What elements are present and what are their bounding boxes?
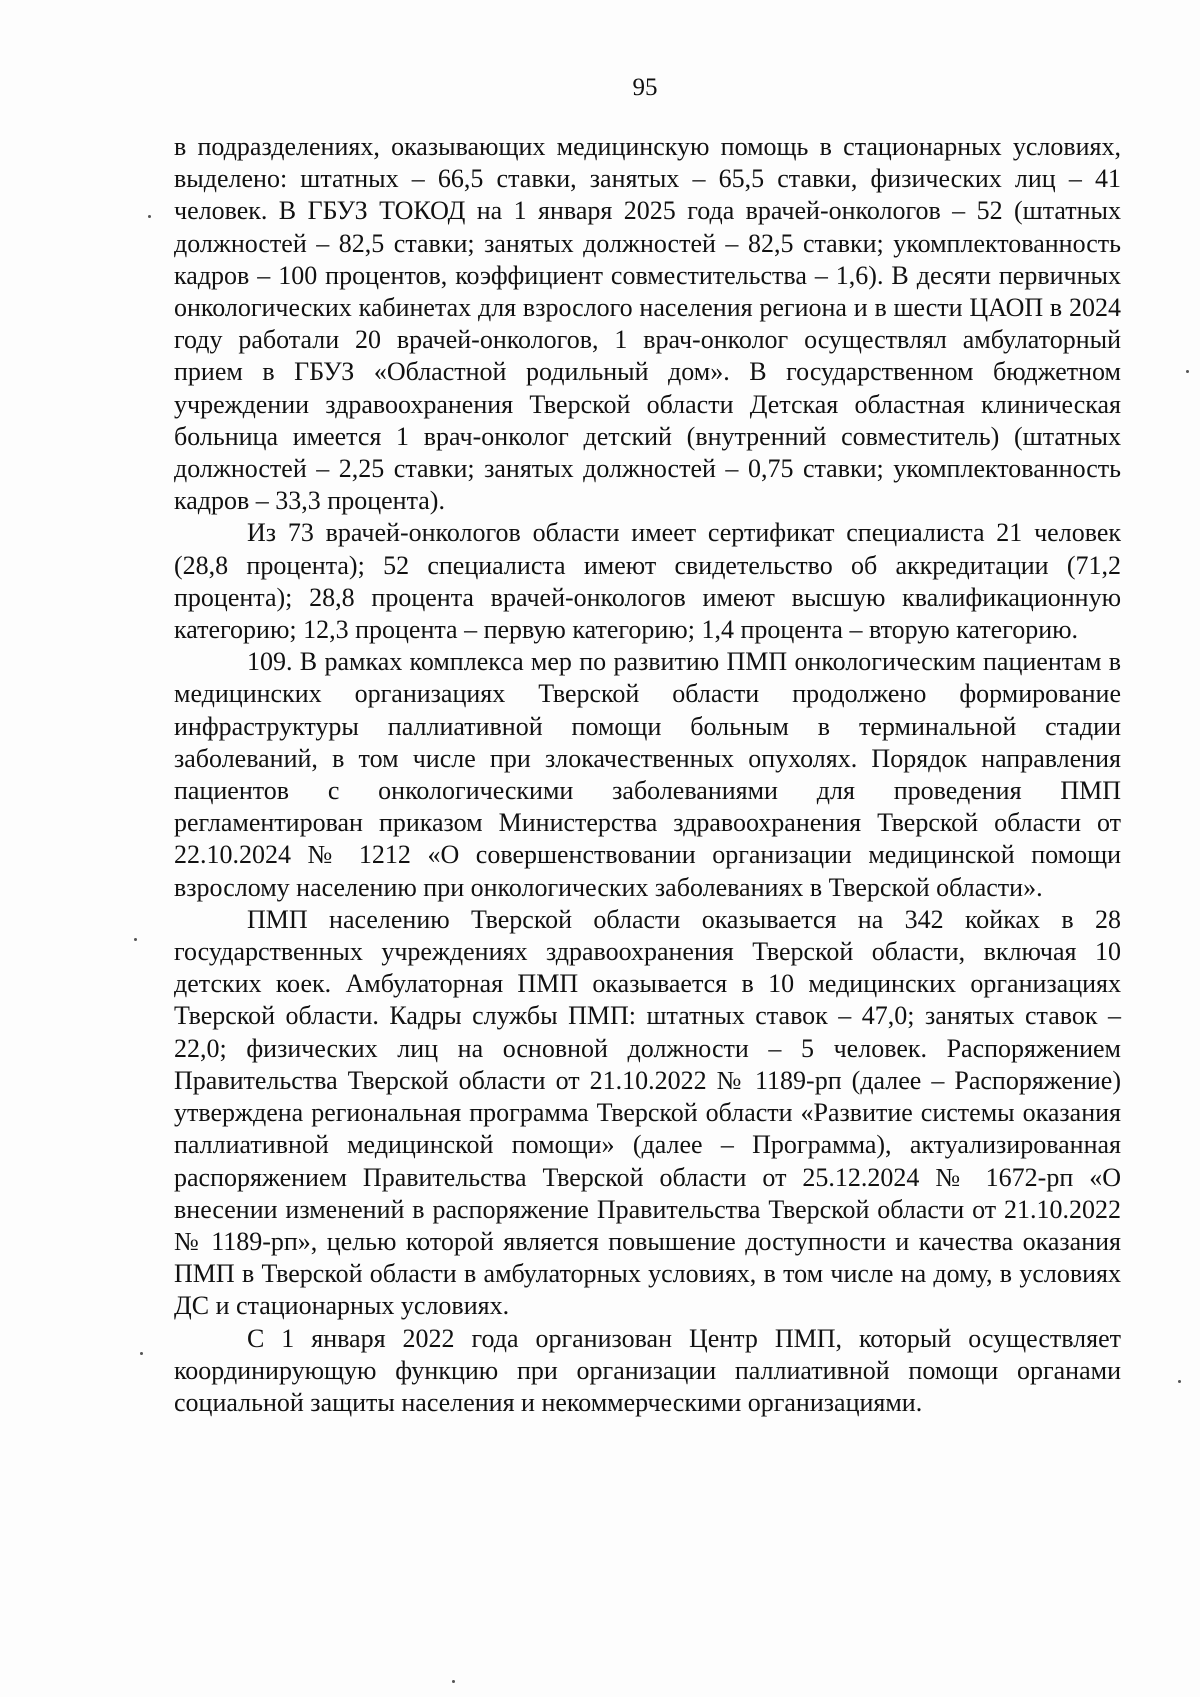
page-number: 95 [632, 74, 658, 101]
paragraph-2: Из 73 врачей-онкологов области имеет сертификат специалиста 21 человек (28,8 процента); 52 специалиста имеют свидетельство об аккредитации (71,2 процента); 28,8 процента врачей-онкологов имеют высшую квалификационную категорию; 12,3 процента – первую категорию; 1,4 процента – вторую категорию. [174, 518, 1121, 645]
scan-speck [1186, 370, 1189, 373]
paragraph-5: С 1 января 2022 года организован Центр ПМП, который осуществляет координирующую функцию при организации паллиативной помощи органами социальной защиты населения и некоммерческими организациями. [174, 1323, 1121, 1417]
scan-speck [1178, 1380, 1181, 1383]
scan-speck [452, 1680, 455, 1683]
paragraph-3: 109. В рамках комплекса мер по развитию ПМП онкологическим пациентам в медицинских организациях Тверской области продолжено формирование инфраструктуры паллиативной помощи больным в терминальной стадии заболеваний, в том числе при злокачественных опухолях. Порядок направления пациентов с онкологическими заболеваниями для проведения ПМП регламентирован приказом Министерства здравоохранения Тверской области от 22.10.2024 № 1212 «О совершенствовании организации медицинской помощи взрослому населению при онкологических заболеваниях в Тверской области». [174, 647, 1121, 902]
scan-speck [134, 938, 137, 941]
document-body [174, 131, 1121, 1419]
paragraph-1: в подразделениях, оказывающих медицинскую помощь в стационарных условиях, выделено: штатных – 66,5 ставки, занятых – 65,5 ставки, физических лиц – 41 человек. В ГБУЗ ТОКОД на 1 января 2025 года врачей-онкологов – 52 (штатных должностей – 82,5 ставки; занятых должностей – 82,5 ставки; укомплектованность кадров – 100 процентов, коэффициент совместительства – 1,6). В десяти первичных онкологических кабинетах для взрослого населения региона и в шести ЦАОП в 2024 году работали 20 врачей-онкологов, 1 врач-онколог осуществлял амбулаторный прием в ГБУЗ «Областной родильный дом». В государственном бюджетном учреждении здравоохранения Тверской области Детская областная клиническая больница имеется 1 врач-онколог детский (внутренний совместитель) (штатных должностей – 2,25 ставки; занятых должностей – 0,75 ставки; укомплектованность кадров – 33,3 процента). [174, 132, 1121, 516]
scan-speck [140, 1352, 143, 1355]
scan-speck [148, 215, 151, 218]
paragraph-4: ПМП населению Тверской области оказывается на 342 койках в 28 государственных учреждениях здравоохранения Тверской области, включая 10 детских коек. Амбулаторная ПМП оказывается в 10 медицинских организациях Тверской области. Кадры службы ПМП: штатных ставок – 47,0; занятых ставок – 22,0; физических лиц на основной должности – 5 человек. Распоряжением Правительства Тверской области от 21.10.2022 № 1189-рп (далее – Распоряжение) утверждена региональная программа Тверской области «Развитие системы оказания паллиативной медицинской помощи» (далее – Программа), актуализированная распоряжением Правительства Тверской области от 25.12.2024 № 1672-рп «О внесении изменений в распоряжение Правительства Тверской области от 21.10.2022 № 1189-рп», целью которой является повышение доступности и качества оказания ПМП в Тверской области в амбулаторных условиях, в том числе на дому, в условиях ДС и стационарных условиях. [174, 904, 1121, 1321]
